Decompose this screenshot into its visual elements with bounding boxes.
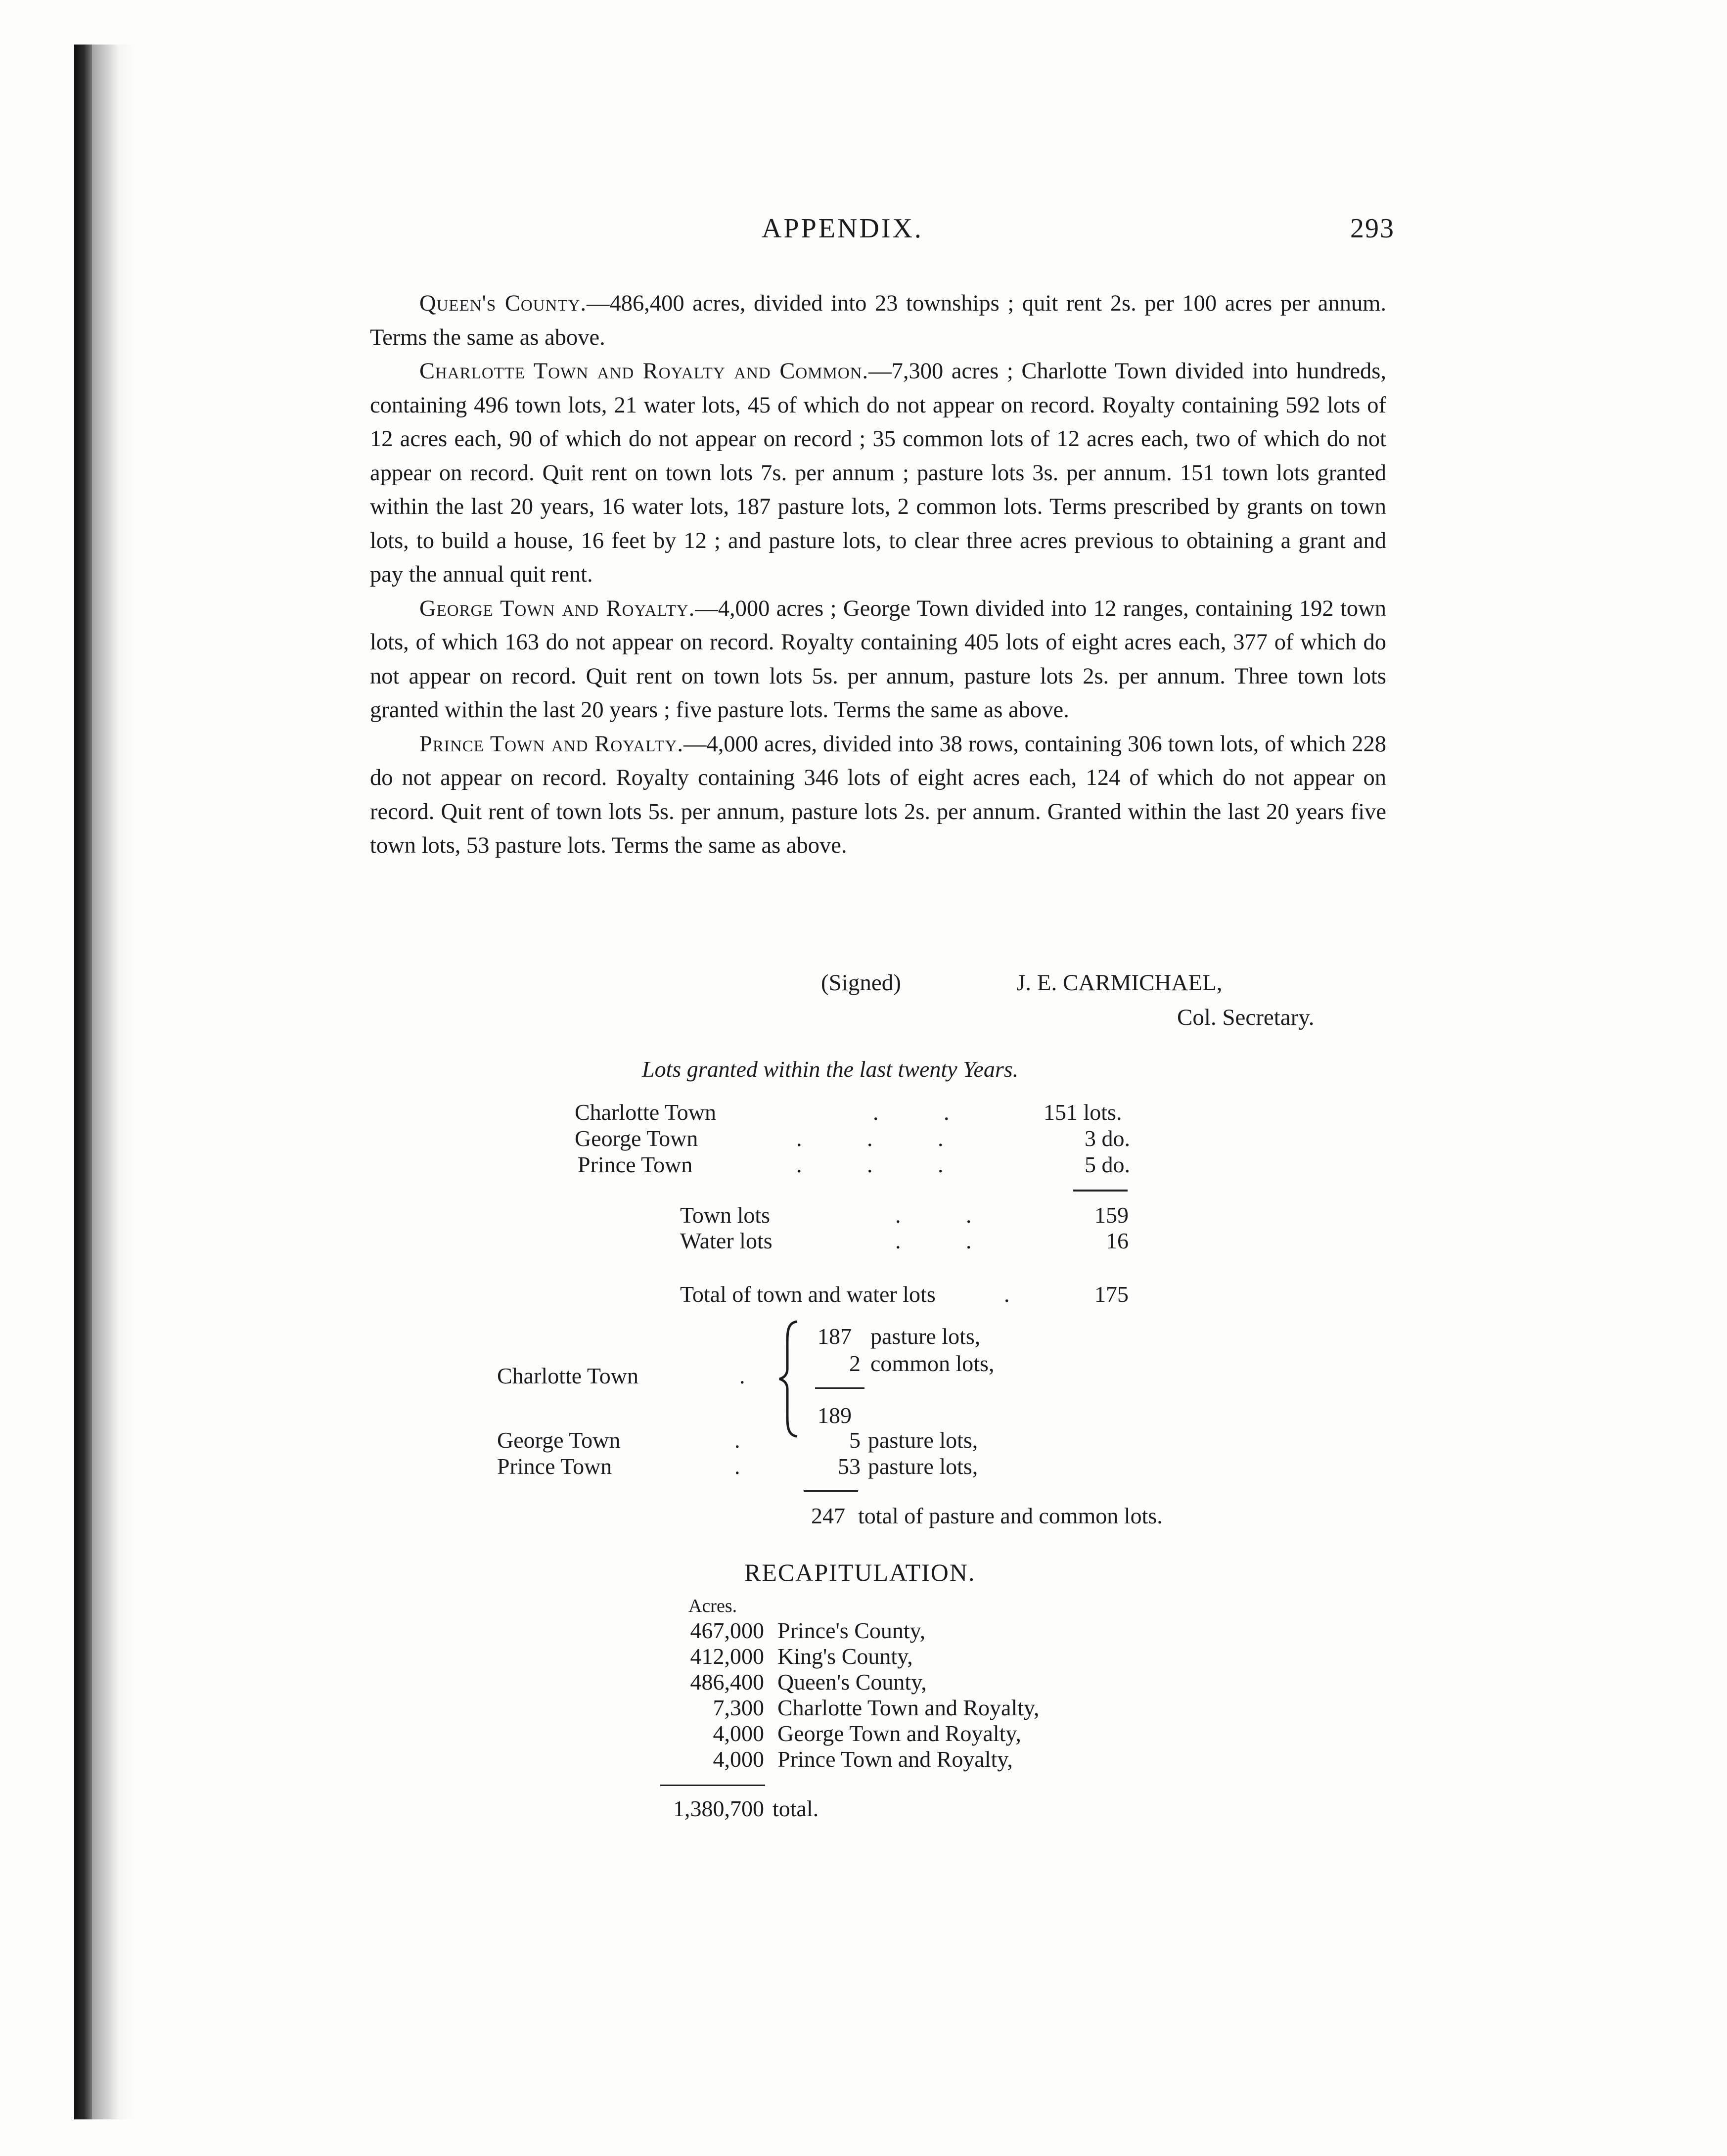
recap-total-acres: 1,380,700 — [673, 1796, 764, 1821]
lots-row-place: George Town — [575, 1126, 698, 1151]
pasture-value: 53 — [838, 1454, 861, 1479]
body-text — [370, 287, 1386, 863]
total-leader: . — [1004, 1282, 1010, 1307]
pasture-place: Prince Town — [497, 1454, 612, 1479]
paragraph-text: —486,400 acres, divided into 23 townships ; quit rent 2s. per 100 acres per annum. Terms the same as above. — [370, 291, 1386, 350]
recap-acres: 4,000 — [713, 1721, 764, 1746]
lots-row-value: 151 lots. — [1044, 1100, 1122, 1125]
paragraph-text: —4,000 acres ; George Town divided into 12 ranges, containing 192 town lots, of which 163 do not appear on record. Royalty containing 405 lots of eight acres each, 377 of which do not appear on record. Quit rent on town lots 5s. per annum, pasture lots 2s. per annum. Three town lots granted within the last 20 years ; five pasture lots. Terms the same as above. — [370, 596, 1386, 723]
pasture-leader: . — [734, 1427, 740, 1453]
lots-row-leader: . . — [873, 1100, 979, 1125]
common-label: common lots, — [870, 1351, 995, 1376]
pasture-label: pasture lots, — [868, 1427, 978, 1453]
subtotal-label: Town lots — [680, 1202, 771, 1228]
signatory-title: Col. Secretary. — [1177, 1005, 1315, 1030]
lots-row-place: Charlotte Town — [575, 1100, 716, 1125]
pasture-leader: . — [739, 1363, 745, 1388]
recap-unit: Acres. — [688, 1596, 737, 1616]
pasture-leader: . — [734, 1454, 740, 1479]
lots-row-leader: . . . — [796, 1126, 973, 1151]
pasture-label: pasture lots, — [870, 1324, 981, 1349]
paragraph-charlotte-town — [370, 355, 1386, 592]
paragraph-lead: Prince Town and Royalty. — [419, 731, 683, 757]
page-number: 293 — [1350, 213, 1395, 244]
lots-row-place: Prince Town — [578, 1152, 693, 1177]
pasture-label: pasture lots, — [868, 1454, 978, 1479]
subtotal-value: 16 — [1106, 1228, 1129, 1253]
recap-place: Queen's County, — [777, 1669, 927, 1695]
paragraph-text: —4,000 acres, divided into 38 rows, containing 306 town lots, of which 228 do not appear on record. Royalty containing 346 lots of eight acres each, 124 of which do not appear on record. Quit rent of town lots 5s. per annum, pasture lots 2s. per annum. Granted within the last 20 years five town lots, 53 pasture lots. Terms the same as above. — [370, 731, 1386, 858]
subtotal-rule — [1073, 1190, 1128, 1192]
signatory-name: J. E. CARMICHAEL, — [1016, 970, 1223, 996]
paragraph-queens-county — [370, 287, 1386, 355]
recap-acres: 7,300 — [713, 1695, 764, 1720]
recap-place: King's County, — [777, 1644, 913, 1669]
running-header — [366, 213, 1395, 257]
subtotal-value: 159 — [1094, 1202, 1129, 1228]
pasture-total-value: 247 — [811, 1503, 845, 1528]
curly-brace — [777, 1320, 799, 1438]
recap-acres: 4,000 — [713, 1746, 764, 1772]
recap-acres: 412,000 — [690, 1644, 764, 1669]
recap-place: Charlotte Town and Royalty, — [777, 1695, 1040, 1720]
paragraph-text: —7,300 acres ; Charlotte Town divided into hundreds, containing 496 town lots, 21 water lots, 45 of which do not appear on record. Royalty containing 592 lots of 12 acres each, 90 of which do not appear on record ; 35 common lots of 12 acres each, two of which do not appear on record. Quit rent on town lots 7s. per annum ; pasture lots 3s. per annum. 151 town lots granted within the last 20 years, 16 water lots, 187 pasture lots, 2 common lots. Terms prescribed by grants on town lots, to build a house, 16 feet by 12 ; and pasture lots, to clear three acres previous to obtaining a grant and pay the annual quit rent. — [370, 359, 1386, 587]
recap-place: Prince Town and Royalty, — [777, 1746, 1013, 1772]
paragraph-lead: George Town and Royalty. — [419, 596, 695, 621]
lots-row-leader: . . . — [796, 1152, 973, 1177]
common-value: 2 — [849, 1351, 861, 1376]
total-value: 175 — [1094, 1282, 1129, 1307]
pasture-total-rule — [804, 1490, 858, 1492]
recap-total-rule — [660, 1785, 765, 1786]
pasture-sub-rule — [815, 1387, 864, 1389]
pasture-sum: 189 — [818, 1403, 852, 1428]
pasture-place: George Town — [497, 1427, 621, 1453]
pasture-value: 5 — [849, 1427, 861, 1453]
recap-acres: 467,000 — [690, 1618, 764, 1643]
lots-row-value: 5 do. — [1085, 1152, 1130, 1177]
recap-heading: RECAPITULATION. — [744, 1559, 976, 1586]
pasture-value: 187 — [818, 1324, 852, 1349]
pasture-total-label: total of pasture and common lots. — [858, 1503, 1163, 1528]
header-title: APPENDIX. — [762, 213, 923, 244]
lots-row-value: 3 do. — [1085, 1126, 1130, 1151]
subtotal-leader: . . — [895, 1202, 1001, 1228]
recap-place: George Town and Royalty, — [777, 1721, 1021, 1746]
paragraph-lead: Charlotte Town and Royalty and Common. — [419, 359, 869, 384]
lots-table-heading: Lots granted within the last twenty Years. — [642, 1056, 1019, 1082]
subtotal-leader: . . — [895, 1228, 1001, 1253]
recap-acres: 486,400 — [690, 1669, 764, 1695]
recap-place: Prince's County, — [777, 1618, 926, 1643]
paragraph-lead: Queen's County. — [419, 291, 587, 316]
recap-total-label: total. — [773, 1796, 819, 1821]
signed-label: (Signed) — [821, 970, 901, 996]
total-label: Total of town and water lots — [680, 1282, 936, 1307]
pasture-place: Charlotte Town — [497, 1363, 638, 1388]
subtotal-label: Water lots — [680, 1228, 773, 1253]
paragraph-george-town — [370, 592, 1386, 728]
paragraph-prince-town — [370, 728, 1386, 863]
